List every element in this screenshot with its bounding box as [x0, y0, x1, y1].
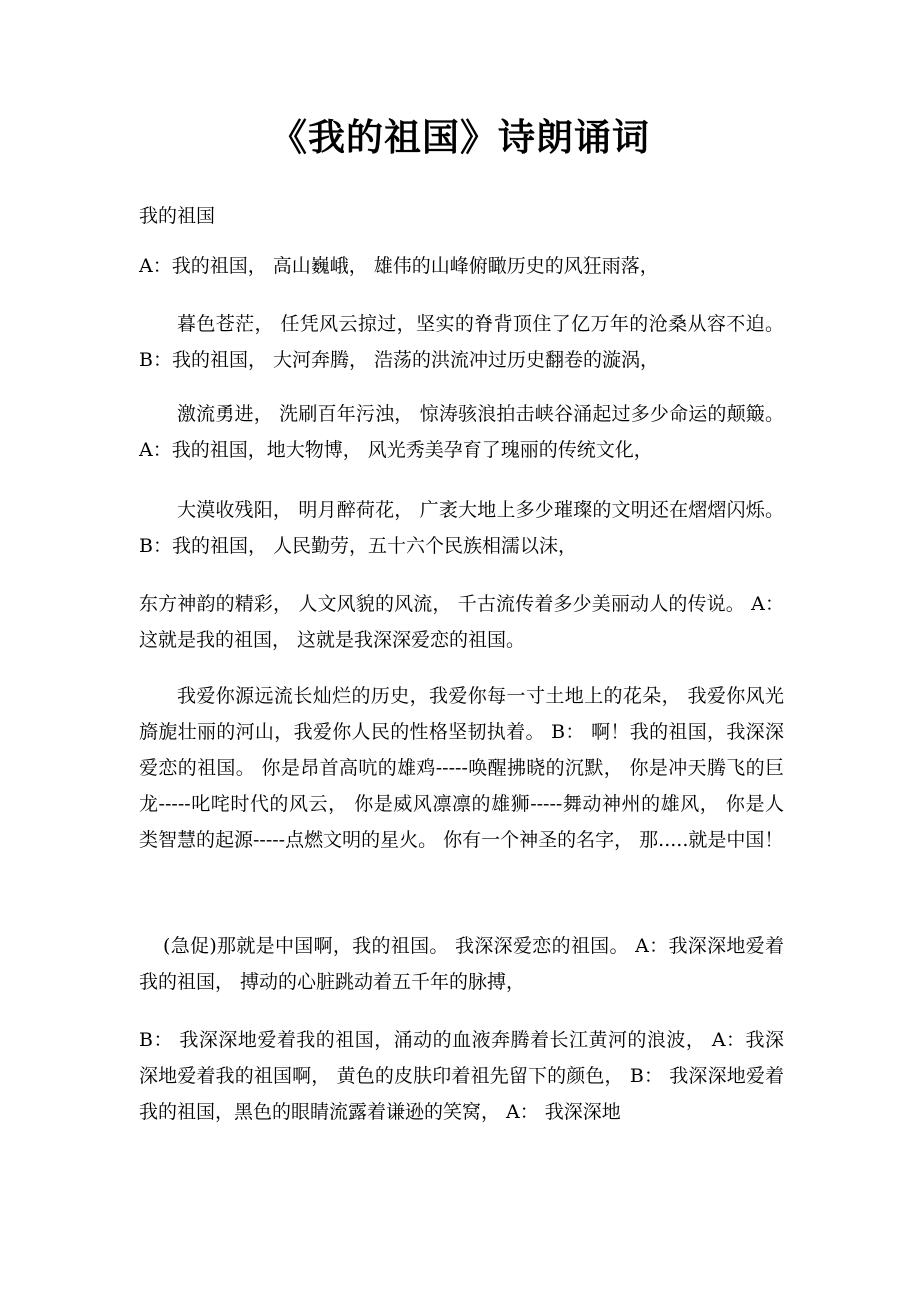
document-title: 《我的祖国》诗朗诵词: [270, 115, 650, 159]
paragraph-4: 大漠收残阳， 明月醉荷花， 广袤大地上多少璀璨的文明还在熠熠闪烁。 B：我的祖国， 人民勤劳，五十六个民族相濡以沫，: [139, 499, 784, 557]
paragraph-3: 激流勇进， 洗刷百年污浊， 惊涛骇浪拍击峡谷涌起过多少命运的颠簸。 A：我的祖国，地大物博， 风光秀美孕育了瑰丽的传统文化，: [139, 403, 784, 461]
section-heading: 我的祖国: [139, 205, 216, 227]
paragraph-2: 暮色苍茫， 任凭风云掠过，坚实的脊背顶住了亿万年的沧桑从容不迫。 B：我的祖国， 大河奔腾， 浩荡的洪流冲过历史翻卷的漩涡，: [139, 313, 784, 371]
paragraph-8: B： 我深深地爱着我的祖国，涌动的血液奔腾着长江黄河的浪波， A：我深深地爱着我的祖国啊， 黄色的皮肤印着祖先留下的颜色， B： 我深深地爱着我的祖国，黑色的眼睛流露着谦逊的笑窝， A： 我深深地: [139, 1029, 784, 1123]
paragraph-1: A：我的祖国， 高山巍峨， 雄伟的山峰俯瞰历史的风狂雨落，: [139, 255, 659, 277]
paragraph-5: 东方神韵的精彩， 人文风貌的风流， 千古流传着多少美丽动人的传说。 A：这就是我的祖国， 这就是我深深爱恋的祖国。: [139, 593, 784, 651]
paragraph-7: (急促)那就是中国啊，我的祖国。 我深深爱恋的祖国。 A：我深深地爱着我的祖国， 搏动的心脏跳动着五千年的脉搏，: [139, 935, 784, 993]
paragraph-6: 我爱你源远流长灿烂的历史，我爱你每一寸土地上的花朵， 我爱你风光旖旎壮丽的河山，我爱你人民的性格坚韧执着。 B： 啊！我的祖国，我深深爱恋的祖国。 你是昂首高吭的雄鸡-----唤醒拂晓的沉默， 你是冲天腾飞的巨龙-----叱咤时代的风云， 你是威风凛凛的雄狮-----舞动神州的雄风， 你是人类智慧的起源-----点燃文明的星火。 你有一个神圣的名字， 那.....就是中国！: [139, 685, 784, 851]
